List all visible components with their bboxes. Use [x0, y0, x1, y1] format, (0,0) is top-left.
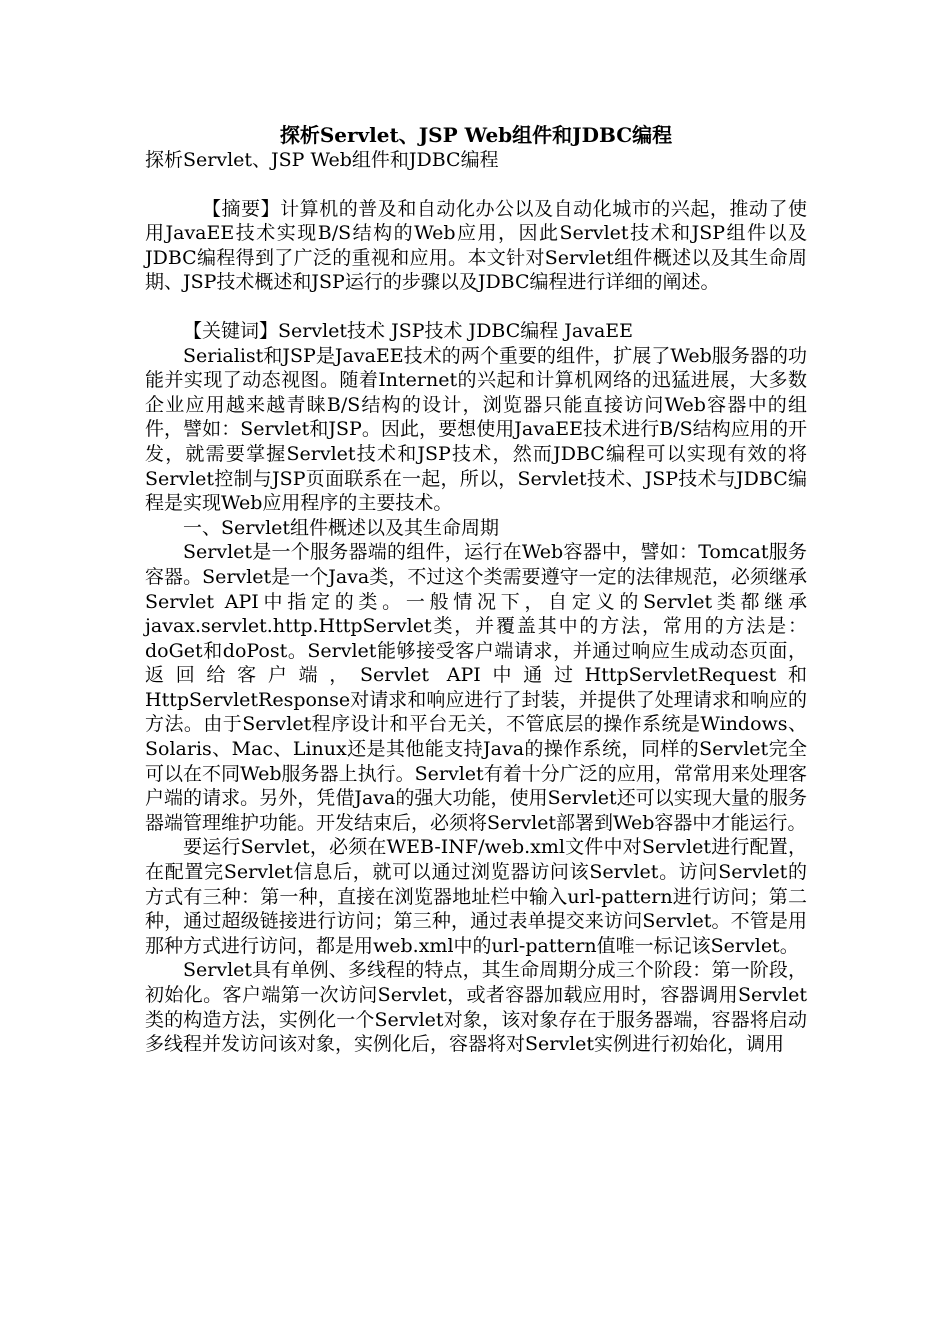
- section-heading: 一、Servlet组件概述以及其生命周期: [183, 516, 500, 539]
- paragraph-gap: [145, 295, 807, 319]
- keywords-paragraph: 【关键词】Servlet技术 JSP技术 JDBC编程 JavaEE: [183, 319, 634, 342]
- body-paragraph: 要运行Servlet，必须在WEB-INF/web.xml文件中对Servlet进行配置，在配置完Servlet信息后，就可以通过浏览器访问该Servlet。访问Servlet的方式有三种：第一种，直接在浏览器地址栏中输入url-pattern进行访问；第二种，通过超级链接进行访问；第三种，通过表单提交来访问Servlet。不管是用那种方式进行访问，都是用web.xml中的url-pattern值唯一标记该Servlet。: [145, 836, 807, 957]
- body-paragraph: Servlet是一个服务器端的组件，运行在Web容器中，譬如：Tomcat服务容器。Servlet是一个Java类，不过这个类需要遵守一定的法律规范，必须继承Servlet API中指定的类。一般情况下，自定义的Servlet类都继承javax.servlet.http.HttpServlet类，并覆盖其中的方法，常用的方法是：doGet和doPost。Servlet能够接受客户端请求，并通过响应生成动态页面，返回给客户端，Servlet API中通过HttpServletRequest和HttpServletResponse对请求和响应进行了封装，并提供了处理请求和响应的方法。由于Servlet程序设计和平台无关，不管底层的操作系统是Windows、Solaris、Mac、Linux还是其他能支持Java的操作系统，同样的Servlet完全可以在不同Web服务器上执行。Servlet有着十分广泛的应用，常常用来处理客户端的请求。另外，凭借Java的强大功能，使用Servlet还可以实现大量的服务器端管理维护功能。开发结束后，必须将Servlet部署到Web容器中才能运行。: [145, 541, 807, 834]
- abstract-paragraph: 【摘要】计算机的普及和自动化办公以及自动化城市的兴起，推动了使用JavaEE技术实现B/S结构的Web应用，因此Servlet技术和JSP组件以及JDBC编程得到了广泛的重视和应用。本文针对Servlet组件概述以及其生命周期、JSP技术概述和JSP运行的步骤以及JDBC编程进行详细的阐述。: [145, 197, 807, 294]
- body-paragraph: Servlet具有单例、多线程的特点，其生命周期分成三个阶段：第一阶段，初始化。客户端第一次访问Servlet，或者容器加载应用时，容器调用Servlet类的构造方法，实例化一个Servlet对象，该对象存在于服务器端，容器将启动多线程并发访问该对象，实例化后，容器将对Servlet实例进行初始化，调用: [145, 959, 807, 1056]
- body-paragraph: Serialist和JSP是JavaEE技术的两个重要的组件，扩展了Web服务器的功能并实现了动态视图。随着Internet的兴起和计算机网络的迅猛进展，大多数企业应用越来越青睐B/S结构的设计，浏览器只能直接访问Web容器中的组件，譬如：Servlet和JSP。因此，要想使用JavaEE技术进行B/S结构应用的开发，就需要掌握Servlet技术和JSP技术，然而JDBC编程可以实现有效的将Servlet控制与JSP页面联系在一起，所以，Servlet技术、JSP技术与JDBC编程是实现Web应用程序的主要技术。: [145, 344, 807, 515]
- document-title: 探析Servlet、JSP Web组件和JDBC编程: [279, 123, 673, 147]
- document-body: [145, 122, 807, 1057]
- document-subtitle: 探析Servlet、JSP Web组件和JDBC编程: [145, 149, 499, 171]
